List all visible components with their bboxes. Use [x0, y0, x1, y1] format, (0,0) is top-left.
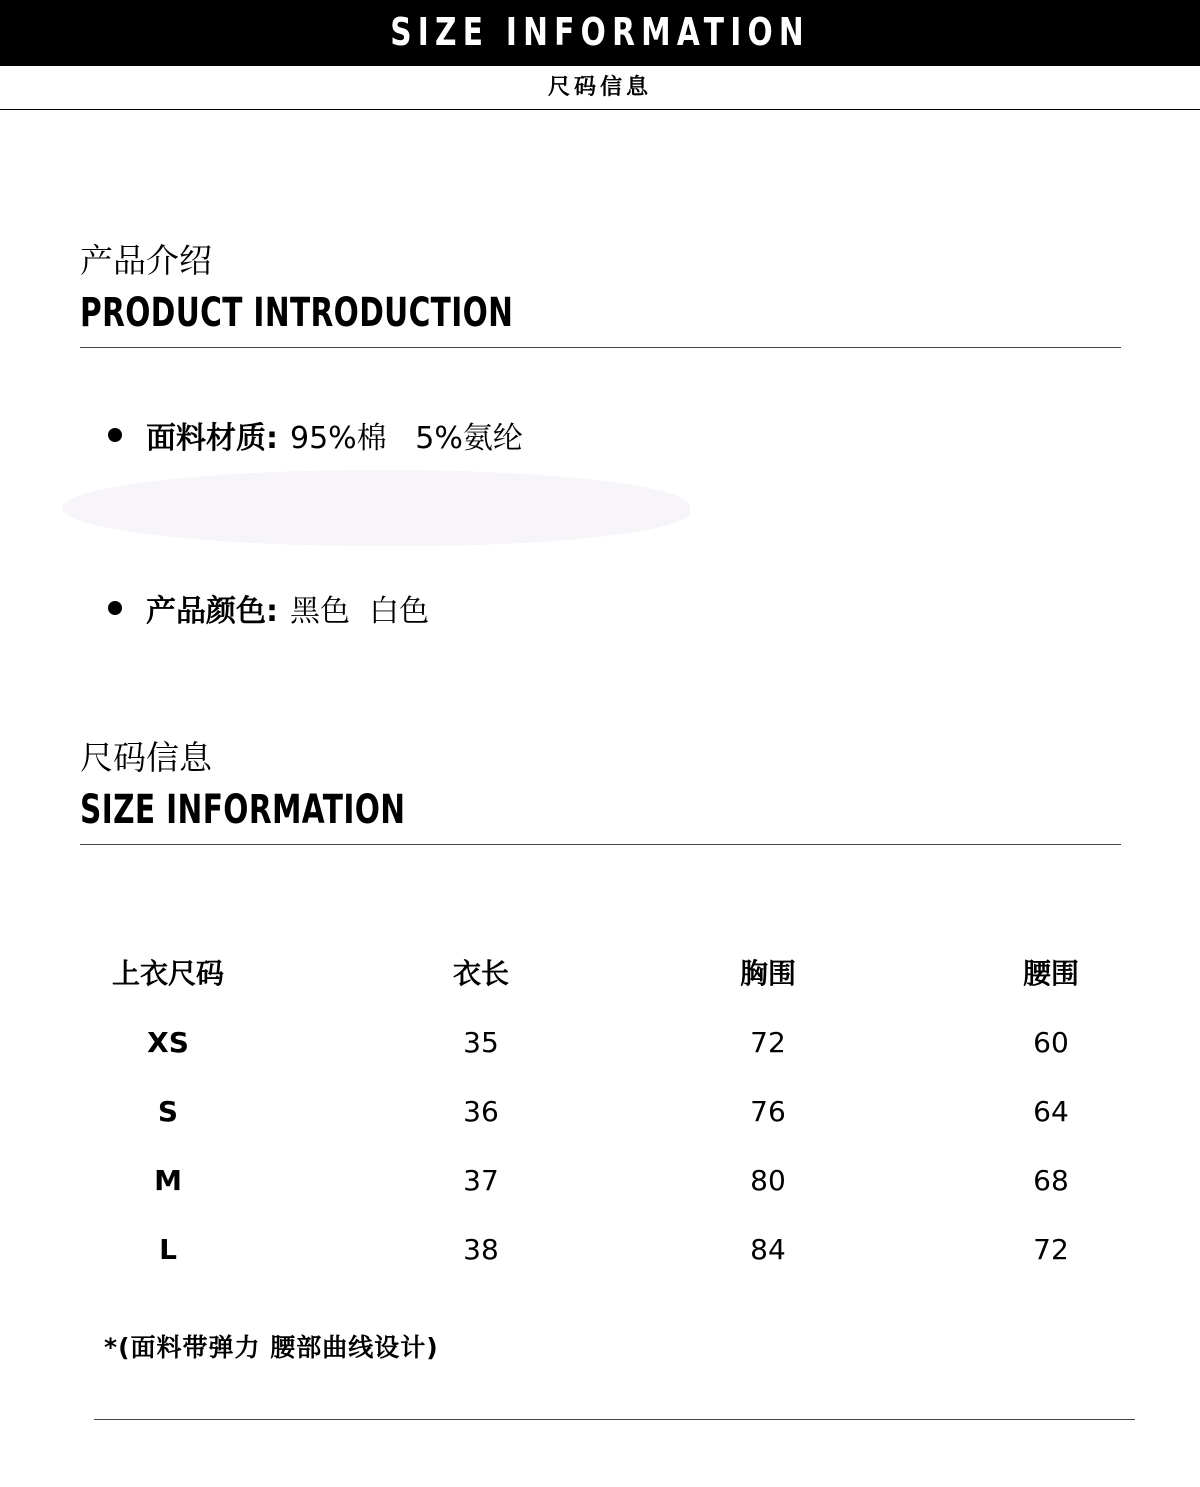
length-cell: 36 — [463, 1095, 499, 1128]
section-divider — [80, 844, 1121, 845]
table-row — [0, 1155, 1200, 1224]
product-intro-title-en: PRODUCT INTRODUCTION — [80, 290, 514, 336]
size-cell: L — [159, 1233, 177, 1266]
color-item — [108, 588, 429, 628]
bust-cell: 76 — [750, 1095, 786, 1128]
fabric-label: 面料材质: — [146, 421, 278, 456]
size-cell: XS — [147, 1026, 189, 1059]
section-divider — [80, 347, 1121, 348]
fabric-item — [108, 415, 523, 455]
size-cell: S — [157, 1095, 179, 1128]
column-header: 胸围 — [739, 957, 796, 990]
length-cell: 38 — [463, 1233, 499, 1266]
table-row — [0, 1086, 1200, 1155]
length-cell: 37 — [463, 1164, 499, 1197]
size-note: *(面料带弹力 腰部曲线设计) — [104, 1333, 439, 1362]
bust-cell: 80 — [750, 1164, 786, 1197]
column-header: 腰围 — [1022, 957, 1079, 990]
waist-cell: 64 — [1033, 1095, 1069, 1128]
bullet-icon — [108, 428, 122, 442]
size-cell: M — [154, 1164, 182, 1197]
bullet-icon — [108, 601, 122, 615]
waist-cell: 68 — [1033, 1164, 1069, 1197]
table-row — [0, 1017, 1200, 1086]
header-banner — [0, 0, 1200, 66]
fabric-value: 95%棉 5%氨纶 — [290, 421, 523, 456]
column-header: 上衣尺码 — [111, 957, 224, 990]
banner-title: SIZE INFORMATION — [390, 10, 810, 54]
size-info-title-en: SIZE INFORMATION — [80, 787, 406, 833]
banner-subtitle: 尺码信息 — [0, 70, 1200, 110]
color-label: 产品颜色: — [146, 594, 278, 629]
length-cell: 35 — [463, 1026, 499, 1059]
column-header: 衣长 — [452, 957, 509, 990]
size-info-title-zh: 尺码信息 — [80, 738, 212, 777]
bust-cell: 72 — [750, 1026, 786, 1059]
color-value: 黑色 白色 — [290, 594, 430, 629]
smudge-mark — [62, 470, 690, 546]
bottom-divider — [94, 1419, 1135, 1420]
waist-cell: 72 — [1033, 1233, 1069, 1266]
size-table — [0, 948, 1200, 1293]
table-row — [0, 1224, 1200, 1293]
waist-cell: 60 — [1033, 1026, 1069, 1059]
table-header-row — [0, 948, 1200, 1017]
bust-cell: 84 — [750, 1233, 786, 1266]
product-intro-title-zh: 产品介绍 — [80, 241, 212, 280]
